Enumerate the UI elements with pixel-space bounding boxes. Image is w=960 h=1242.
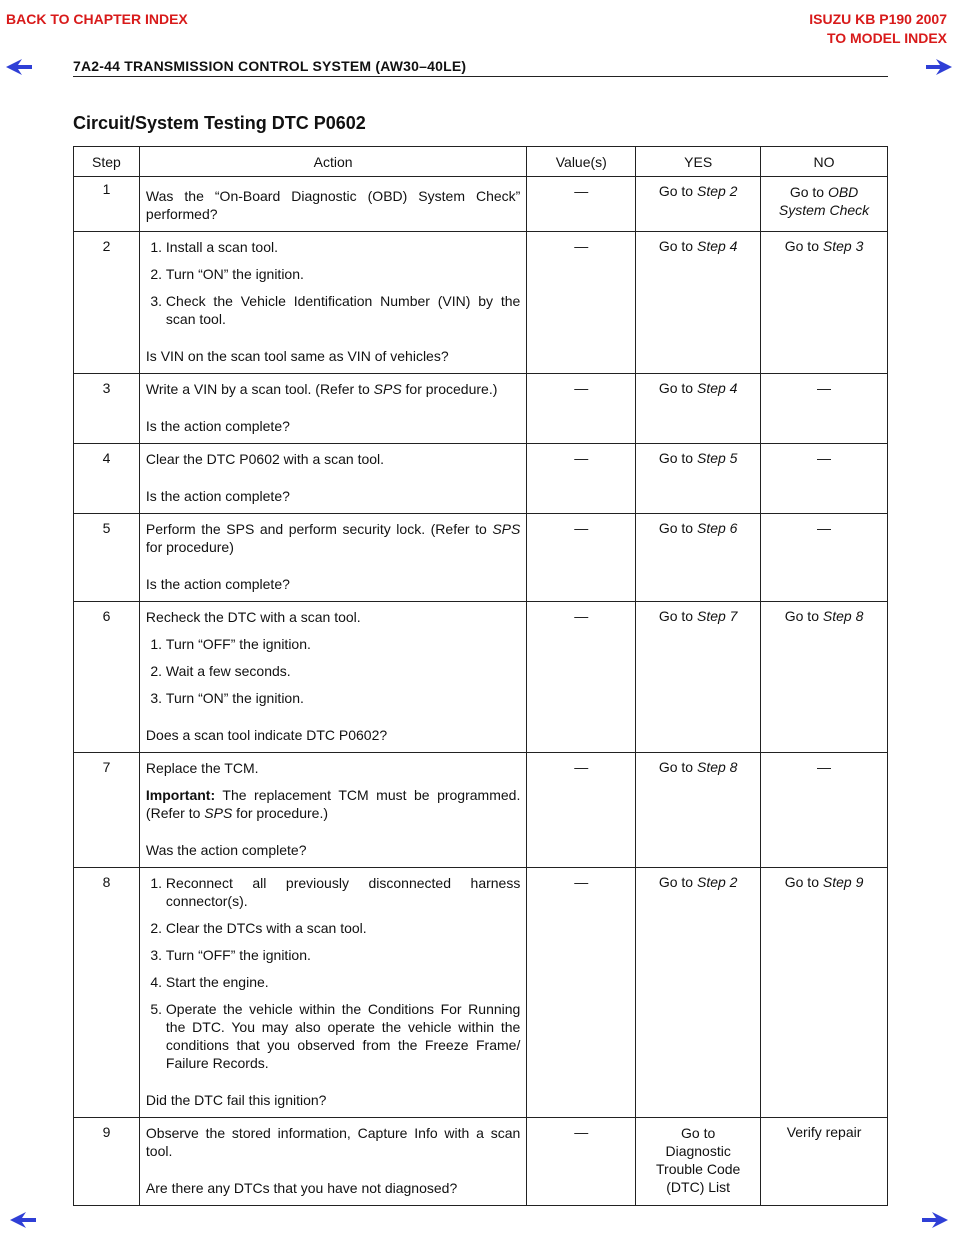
yes-cell bbox=[636, 444, 761, 514]
yes-target-link[interactable]: Step 6 bbox=[696, 520, 738, 536]
action-steps-list bbox=[146, 874, 520, 1072]
yes-prefix: Go to bbox=[658, 759, 697, 775]
page-header-title: 7A2-44 TRANSMISSION CONTROL SYSTEM (AW30–40LE) bbox=[73, 58, 467, 74]
yes-cell[interactable] bbox=[636, 1118, 761, 1206]
header-yes: YES bbox=[636, 147, 761, 177]
table-row bbox=[74, 1118, 888, 1206]
action-text bbox=[146, 520, 520, 556]
no-prefix: Go to bbox=[784, 238, 823, 254]
no-target-link[interactable]: Step 8 bbox=[822, 608, 864, 624]
sps-reference: SPS bbox=[204, 805, 233, 821]
next-page-bottom-arrow-icon[interactable] bbox=[922, 1212, 948, 1228]
action-step: 2. Turn “ON” the ignition. bbox=[166, 265, 520, 283]
no-cell bbox=[761, 602, 888, 753]
action-question: Is the action complete? bbox=[145, 418, 290, 434]
action-cell bbox=[139, 868, 526, 1118]
table-row bbox=[74, 868, 888, 1118]
to-model-index-link[interactable]: TO MODEL INDEX bbox=[826, 30, 947, 46]
no-prefix: Go to bbox=[789, 184, 828, 200]
no-target-link[interactable]: Step 3 bbox=[822, 238, 864, 254]
no-cell: — bbox=[761, 514, 888, 602]
section-title: Circuit/System Testing DTC P0602 bbox=[73, 113, 366, 133]
sps-reference: SPS bbox=[492, 521, 521, 537]
table-header-row bbox=[74, 147, 888, 177]
action-text: Observe the stored information, Capture Info with a scan tool. bbox=[145, 1125, 521, 1159]
previous-page-arrow-icon[interactable] bbox=[6, 59, 32, 75]
diagnostic-table bbox=[73, 146, 888, 1206]
header-values: Value(s) bbox=[527, 147, 636, 177]
yes-prefix: Go to bbox=[658, 874, 697, 890]
action-question: Does a scan tool indicate DTC P0602? bbox=[145, 727, 388, 743]
no-cell bbox=[761, 177, 888, 232]
value-cell: — bbox=[527, 753, 636, 868]
action-text: Replace the TCM. bbox=[145, 760, 259, 776]
yes-cell bbox=[636, 602, 761, 753]
yes-prefix: Go to bbox=[658, 608, 697, 624]
yes-prefix: Go to bbox=[658, 380, 697, 396]
yes-target-link[interactable]: Step 2 bbox=[696, 183, 738, 199]
yes-cell bbox=[636, 374, 761, 444]
action-text: Clear the DTC P0602 with a scan tool. bbox=[145, 451, 385, 467]
important-note bbox=[146, 786, 520, 822]
action-cell bbox=[139, 1118, 526, 1206]
important-text-a: The replacement TCM must be programmed. (Refer to bbox=[145, 787, 521, 821]
previous-page-bottom-arrow-icon[interactable] bbox=[10, 1212, 36, 1228]
yes-cell bbox=[636, 868, 761, 1118]
no-prefix: Go to bbox=[784, 608, 823, 624]
action-cell bbox=[139, 177, 526, 232]
value-cell: — bbox=[527, 868, 636, 1118]
action-step: 4. Start the engine. bbox=[166, 973, 520, 991]
action-steps-list bbox=[146, 238, 520, 328]
action-text-a: Perform the SPS and perform security lock. (Refer to bbox=[145, 521, 493, 537]
action-step: 2. Clear the DTCs with a scan tool. bbox=[166, 919, 520, 937]
yes-prefix: Go to bbox=[658, 450, 697, 466]
action-step: 2. Wait a few seconds. bbox=[166, 662, 520, 680]
value-cell: — bbox=[527, 374, 636, 444]
sps-reference: SPS bbox=[373, 381, 402, 397]
value-cell: — bbox=[527, 232, 636, 374]
action-step: 1. Reconnect all previously disconnected harness connector(s). bbox=[166, 874, 520, 910]
yes-line: Trouble Code bbox=[656, 1161, 741, 1177]
yes-prefix: Go to bbox=[658, 183, 697, 199]
action-step: 5. Operate the vehicle within the Conditions For Running the DTC. You may also operate the vehicle within the conditions that you observed from the Freeze Frame/ Failure Records. bbox=[166, 1000, 520, 1072]
action-text-a: Write a VIN by a scan tool. (Refer to bbox=[145, 381, 374, 397]
action-text: Recheck the DTC with a scan tool. bbox=[145, 609, 361, 625]
action-cell bbox=[139, 444, 526, 514]
table-row bbox=[74, 602, 888, 753]
no-cell: Verify repair bbox=[761, 1118, 888, 1206]
action-question: Are there any DTCs that you have not diagnosed? bbox=[145, 1180, 458, 1196]
step-number: 7 bbox=[74, 753, 140, 868]
no-cell: — bbox=[761, 753, 888, 868]
yes-target-link[interactable]: Step 8 bbox=[696, 759, 738, 775]
step-number: 5 bbox=[74, 514, 140, 602]
next-page-arrow-icon[interactable] bbox=[926, 59, 952, 75]
action-text bbox=[146, 380, 520, 398]
header-step: Step bbox=[74, 147, 140, 177]
yes-prefix: Go to bbox=[658, 520, 697, 536]
header-action: Action bbox=[139, 147, 526, 177]
action-text-b: for procedure.) bbox=[401, 381, 498, 397]
action-step: 1. Turn “OFF” the ignition. bbox=[166, 635, 520, 653]
action-cell bbox=[139, 602, 526, 753]
model-title: ISUZU KB P190 2007 bbox=[809, 11, 947, 27]
action-cell bbox=[139, 514, 526, 602]
table-row bbox=[74, 444, 888, 514]
action-step: 3. Turn “ON” the ignition. bbox=[166, 689, 520, 707]
action-cell bbox=[139, 374, 526, 444]
yes-cell bbox=[636, 753, 761, 868]
action-question: Did the DTC fail this ignition? bbox=[145, 1092, 327, 1108]
value-cell: — bbox=[527, 602, 636, 753]
action-question: Is the action complete? bbox=[145, 576, 290, 592]
no-prefix: Go to bbox=[784, 874, 823, 890]
yes-target-link[interactable]: Step 7 bbox=[696, 608, 738, 624]
important-label: Important: bbox=[145, 787, 216, 803]
step-number: 9 bbox=[74, 1118, 140, 1206]
action-step: 3. Turn “OFF” the ignition. bbox=[166, 946, 520, 964]
table-row bbox=[74, 753, 888, 868]
yes-target-link[interactable]: Step 4 bbox=[696, 380, 738, 396]
table-row bbox=[74, 177, 888, 232]
action-steps-list bbox=[146, 635, 520, 707]
yes-line: Diagnostic bbox=[665, 1143, 731, 1159]
action-text-b: for procedure) bbox=[145, 539, 234, 555]
action-cell bbox=[139, 753, 526, 868]
yes-line: (DTC) List bbox=[666, 1179, 731, 1195]
yes-line: Go to bbox=[681, 1125, 716, 1141]
table-row bbox=[74, 232, 888, 374]
step-number: 2 bbox=[74, 232, 140, 374]
important-text-b: for procedure.) bbox=[232, 805, 329, 821]
no-cell bbox=[761, 232, 888, 374]
action-step: 3. Check the Vehicle Identification Number (VIN) by the scan tool. bbox=[166, 292, 520, 328]
back-to-chapter-index-link[interactable]: BACK TO CHAPTER INDEX bbox=[6, 11, 188, 27]
no-target-link[interactable]: Step 9 bbox=[822, 874, 864, 890]
table-row bbox=[74, 514, 888, 602]
action-question: Was the “On-Board Diagnostic (OBD) System Check” performed? bbox=[145, 188, 521, 222]
no-cell bbox=[761, 868, 888, 1118]
step-number: 4 bbox=[74, 444, 140, 514]
header-divider bbox=[73, 76, 888, 77]
value-cell: — bbox=[527, 514, 636, 602]
action-step: 1. Install a scan tool. bbox=[166, 238, 520, 256]
action-cell bbox=[139, 232, 526, 374]
action-question: Is the action complete? bbox=[145, 488, 290, 504]
step-number: 3 bbox=[74, 374, 140, 444]
no-cell: — bbox=[761, 444, 888, 514]
yes-cell bbox=[636, 177, 761, 232]
step-number: 6 bbox=[74, 602, 140, 753]
no-target-link[interactable]: OBD System Check bbox=[778, 184, 870, 218]
no-cell: — bbox=[761, 374, 888, 444]
value-cell: — bbox=[527, 1118, 636, 1206]
value-cell: — bbox=[527, 444, 636, 514]
header-no: NO bbox=[761, 147, 888, 177]
yes-prefix: Go to bbox=[658, 238, 697, 254]
yes-target-link[interactable]: Step 5 bbox=[696, 450, 738, 466]
yes-cell bbox=[636, 514, 761, 602]
yes-target-link[interactable]: Step 2 bbox=[696, 874, 738, 890]
action-question: Is VIN on the scan tool same as VIN of vehicles? bbox=[145, 348, 449, 364]
action-question: Was the action complete? bbox=[145, 842, 307, 858]
yes-cell bbox=[636, 232, 761, 374]
value-cell: — bbox=[527, 177, 636, 232]
step-number: 8 bbox=[74, 868, 140, 1118]
step-number: 1 bbox=[74, 177, 140, 232]
table-row bbox=[74, 374, 888, 444]
yes-target-link[interactable]: Step 4 bbox=[696, 238, 738, 254]
